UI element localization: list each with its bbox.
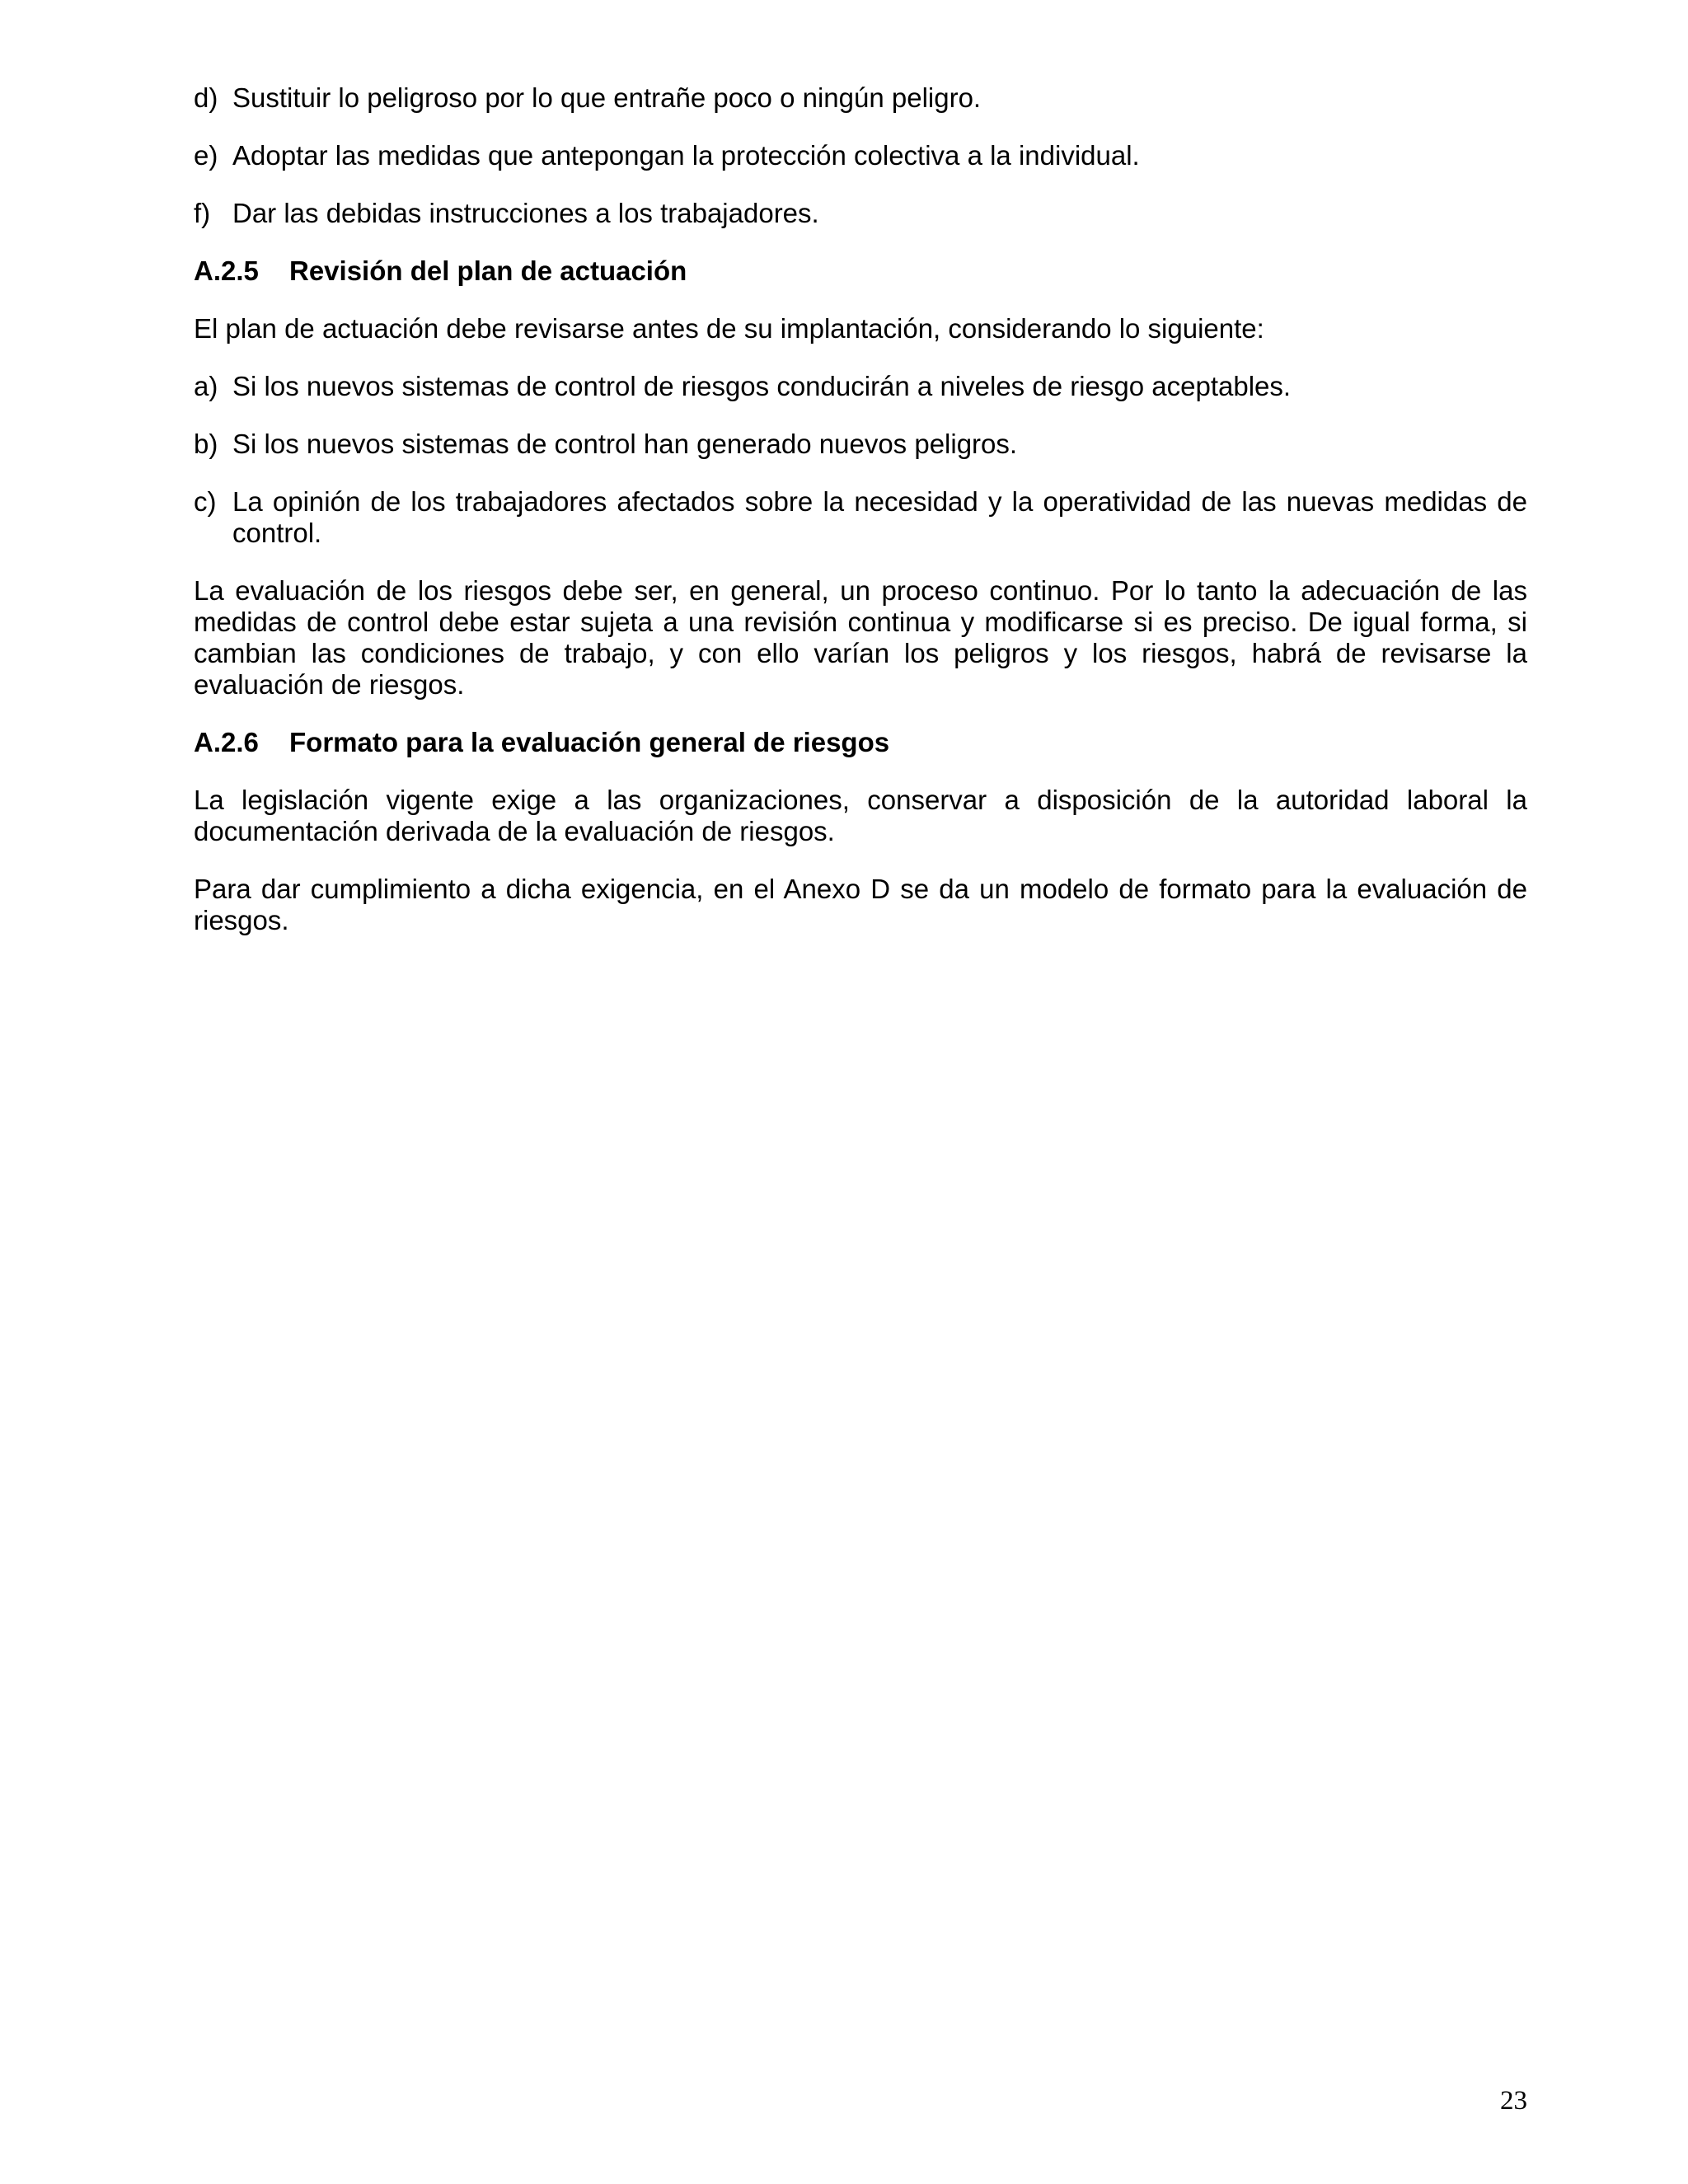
section-title: Revisión del plan de actuación [289, 255, 687, 286]
list-item-text: Si los nuevos sistemas de control han generado nuevos peligros. [232, 429, 1018, 459]
page-number: 23 [1500, 2086, 1527, 2116]
list-item [194, 429, 1527, 460]
list-item-text: Dar las debidas instrucciones a los trabajadores. [232, 198, 819, 228]
section-number: A.2.6 [194, 727, 259, 757]
body-paragraph: La evaluación de los riesgos debe ser, en general, un proceso continuo. Por lo tanto la adecuación de las medidas de control debe estar sujeta a una revisión continua y modificarse si es preciso. De igual forma, si cambian las condiciones de trabajo, y con ello varían los peligros y los riesgos, habrá de revisarse la evaluación de riesgos. [194, 575, 1527, 700]
list-marker: a) [194, 371, 218, 401]
list-item-text: Adoptar las medidas que antepongan la protección colectiva a la individual. [232, 140, 1140, 171]
section-number: A.2.5 [194, 255, 259, 286]
list-marker: f) [194, 198, 211, 228]
list-marker: d) [194, 82, 218, 113]
list-item [194, 82, 1527, 114]
list-item [194, 140, 1527, 171]
list-marker: c) [194, 486, 217, 517]
list-item [194, 486, 1527, 549]
document-body [194, 82, 1527, 963]
list-marker: b) [194, 429, 218, 459]
body-paragraph: La legislación vigente exige a las organizaciones, conservar a disposición de la autoridad laboral la documentación derivada de la evaluación de riesgos. [194, 785, 1527, 846]
section-title: Formato para la evaluación general de riesgos [289, 727, 890, 757]
list-marker: e) [194, 140, 218, 171]
list-item-text: Sustituir lo peligroso por lo que entrañe poco o ningún peligro. [232, 82, 982, 113]
body-paragraph: Para dar cumplimiento a dicha exigencia, en el Anexo D se da un modelo de formato para la evaluación de riesgos. [194, 874, 1527, 935]
list-item [194, 371, 1527, 402]
section-intro: El plan de actuación debe revisarse antes de su implantación, considerando lo siguiente: [194, 313, 1264, 344]
list-item-text: La opinión de los trabajadores afectados sobre la necesidad y la operatividad de las nuevas medidas de control. [232, 486, 1527, 548]
section-heading-a25 [194, 255, 1527, 287]
list-item [194, 198, 1527, 229]
section-heading-a26 [194, 727, 1527, 758]
list-item-text: Si los nuevos sistemas de control de riesgos conducirán a niveles de riesgo aceptables. [232, 371, 1292, 401]
